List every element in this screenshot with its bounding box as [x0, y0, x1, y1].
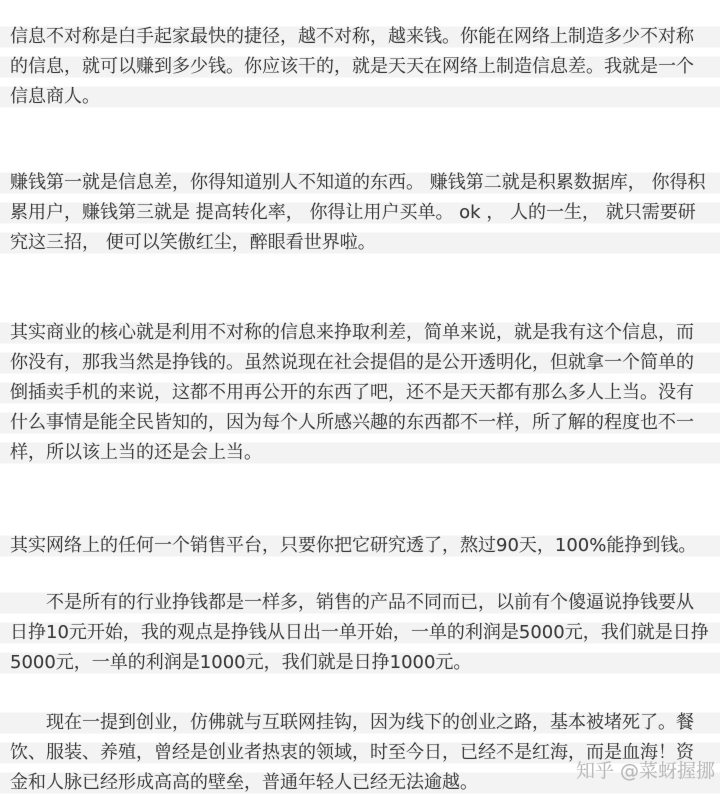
paragraph-4	[0, 531, 720, 561]
text-line: 什么事情是能全民皆知的，因为每个人所感兴趣的东西都不一样，所了解的程度也不一	[0, 408, 720, 438]
text-line: 信息商人。	[0, 82, 720, 112]
paragraph-1	[0, 22, 720, 112]
text-line: 其实网络上的任何一个销售平台，只要你把它研究透了，熬过90天，100%能挣到钱。	[0, 531, 720, 561]
text-line: 样，所以该上当的还是会上当。	[0, 438, 720, 468]
text-line: 日挣10元开始，我的观点是挣钱从日出一单开始，一单的利润是5000元，我们就是日挣	[0, 618, 720, 648]
paragraph-2	[0, 168, 720, 258]
text-line: 其实商业的核心就是利用不对称的信息来挣取利差，简单来说，就是我有这个信息，而	[0, 318, 720, 348]
text-line: 你没有，那我当然是挣钱的。虽然说现在社会提倡的是公开透明化，但就拿一个简单的	[0, 348, 720, 378]
text-line: 的信息，就可以赚到多少钱。你应该干的，就是天天在网络上制造信息差。我就是一个	[0, 52, 720, 82]
text-line: 现在一提到创业，仿佛就与互联网挂钩，因为线下的创业之路，基本被堵死了。餐	[0, 708, 720, 738]
text-line: 信息不对称是白手起家最快的捷径，越不对称，越来钱。你能在网络上制造多少不对称	[0, 22, 720, 52]
paragraph-3	[0, 318, 720, 468]
text-line: 不是所有的行业挣钱都是一样多，销售的产品不同而已，以前有个傻逼说挣钱要从	[0, 588, 720, 618]
paragraph-5	[0, 588, 720, 678]
text-line: 究这三招， 便可以笑傲红尘，醉眼看世界啦。	[0, 228, 720, 258]
zhihu-watermark: 知乎 @菜蚜握挪	[575, 760, 715, 782]
text-line: 饮、服装、养殖，曾经是创业者热衷的领域，时至今日，已经不是红海，而是血海！资	[0, 738, 720, 768]
text-line: 5000元，一单的利润是1000元，我们就是日挣1000元。	[0, 648, 720, 678]
text-line: 累用户，赚钱第三就是 提高转化率， 你得让用户买单。 ok ， 人的一生， 就只需要研	[0, 198, 720, 228]
text-line: 金和人脉已经形成高高的壁垒，普通年轻人已经无法逾越。	[0, 768, 720, 798]
text-line: 倒插卖手机的来说，这都不用再公开的东西了吧，还不是天天都有那么多人上当。没有	[0, 378, 720, 408]
text-line: 赚钱第一就是信息差，你得知道别人不知道的东西。 赚钱第二就是积累数据库， 你得积	[0, 168, 720, 198]
